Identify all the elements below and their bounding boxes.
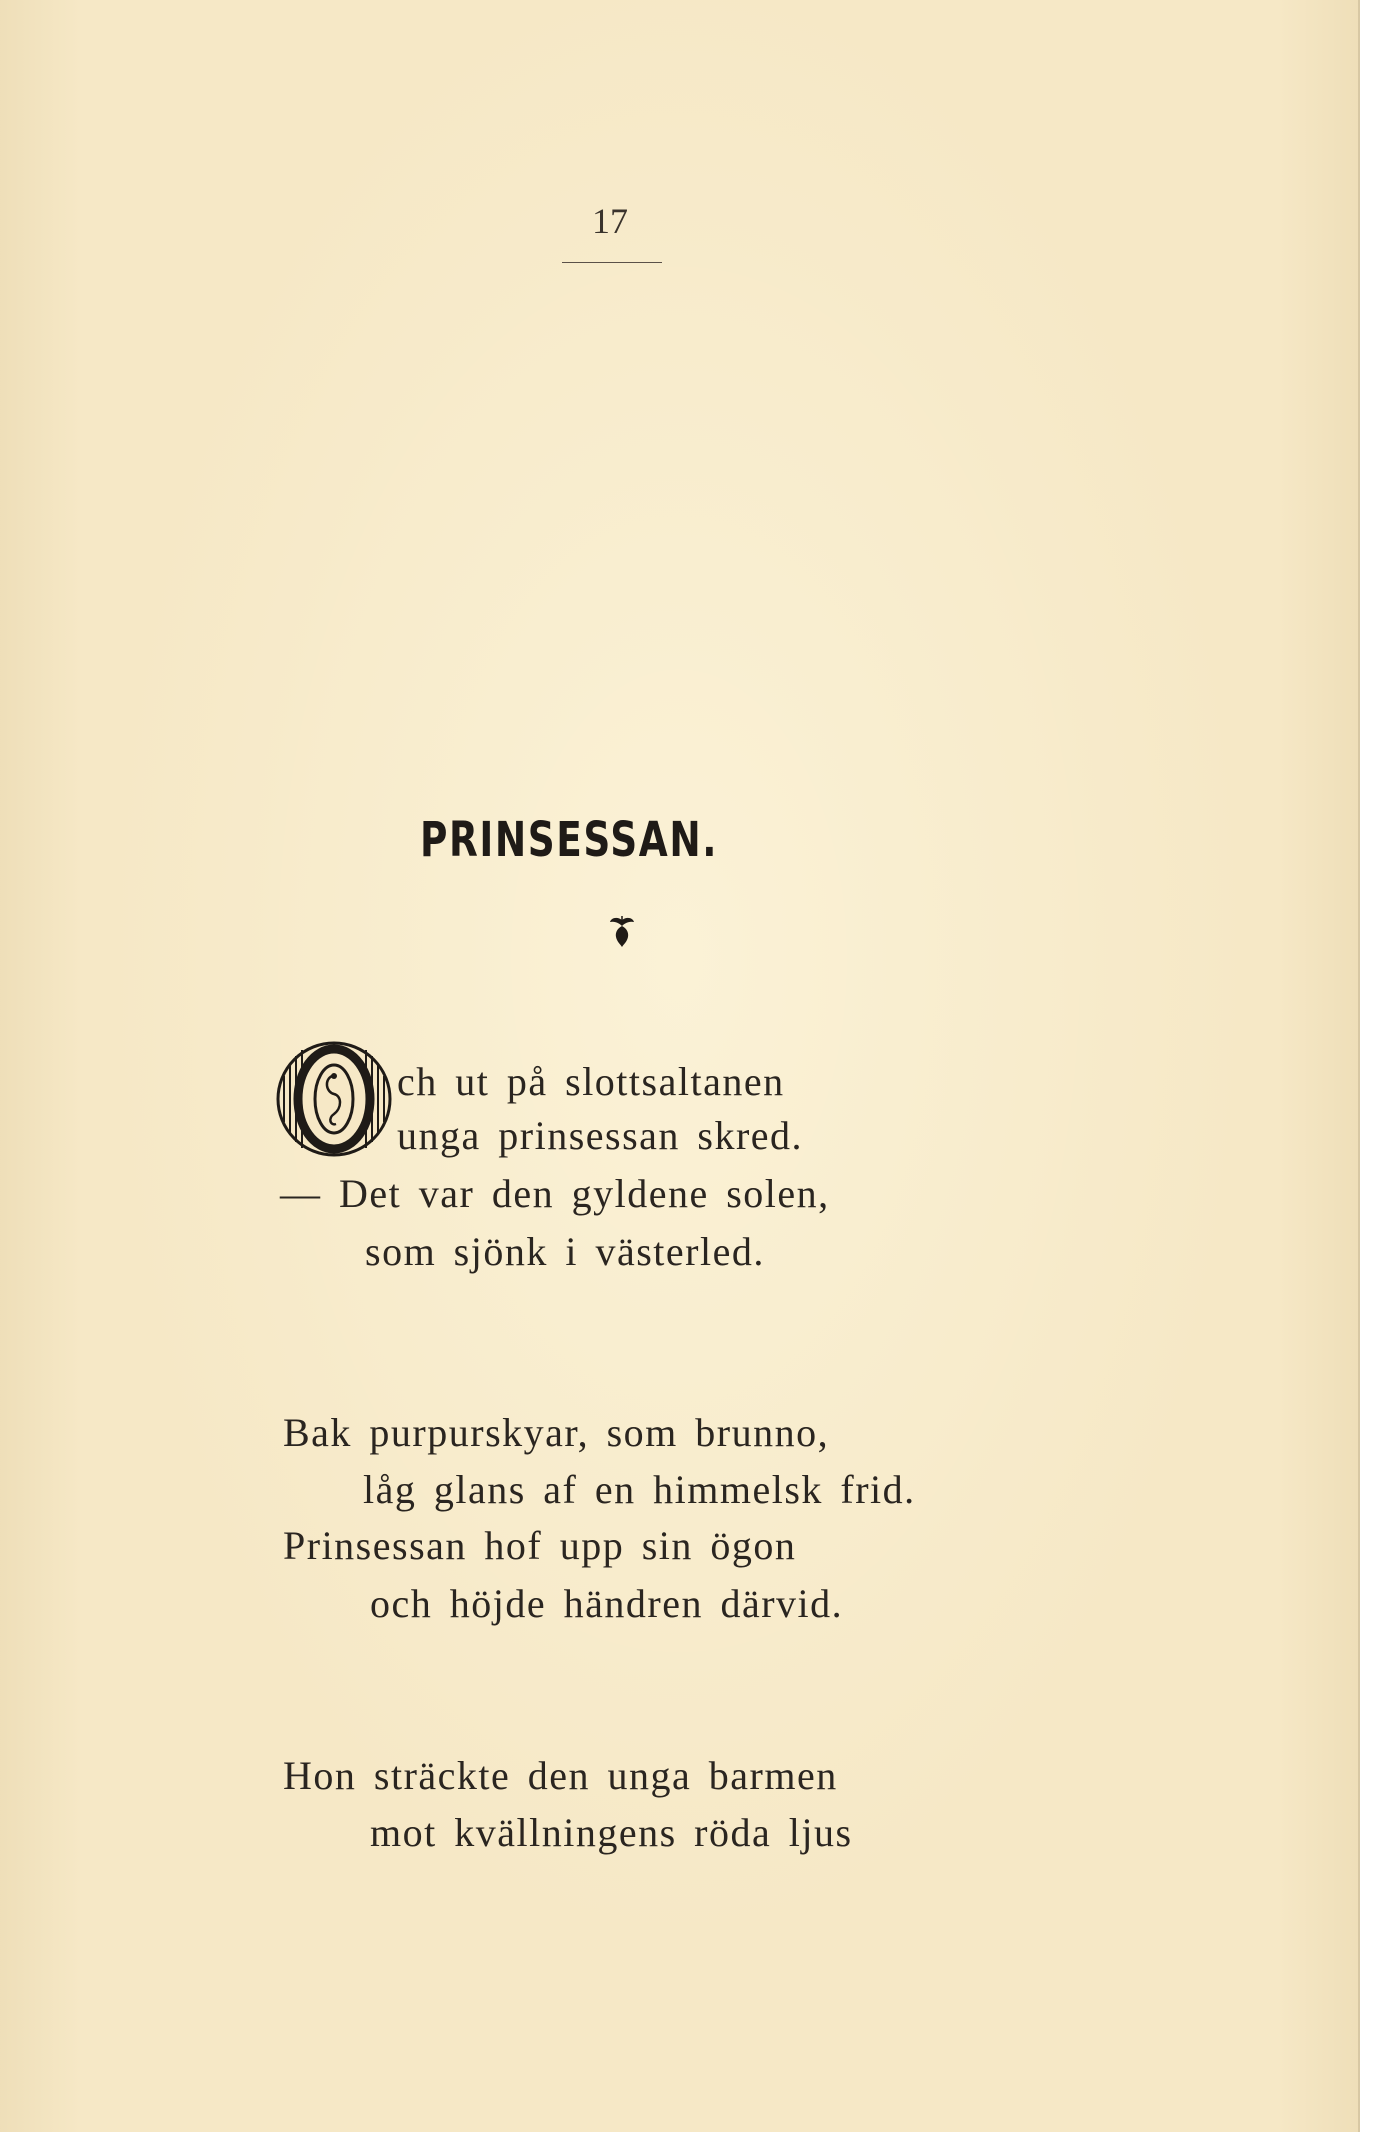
stanza-2-line-4: och höjde händren därvid. [370, 1581, 844, 1626]
stanza-3-line-2: mot kvällningens röda ljus [370, 1810, 853, 1855]
decorated-initial-o [274, 1036, 394, 1162]
stanza-3-line-1: Hon sträckte den unga barmen [283, 1753, 838, 1798]
poem-title: PRINSESSAN. [420, 812, 719, 868]
stanza-2-line-1: Bak purpurskyar, som brunno, [283, 1410, 830, 1455]
stanza-1-line-3: — Det var den gyldene solen, [280, 1171, 830, 1216]
stanza-2-line-2: låg glans af en himmelsk frid. [363, 1467, 916, 1512]
stanza-1-line-2: unga prinsessan skred. [397, 1113, 804, 1158]
page-number: 17 [592, 201, 628, 241]
page-number-rule [562, 262, 662, 263]
stanza-2-line-3: Prinsessan hof upp sin ögon [283, 1523, 797, 1568]
stanza-1-line-4: som sjönk i västerled. [365, 1229, 765, 1274]
stanza-1-line-1: ch ut på slottsaltanen [397, 1059, 785, 1104]
fleuron-icon [607, 914, 637, 948]
